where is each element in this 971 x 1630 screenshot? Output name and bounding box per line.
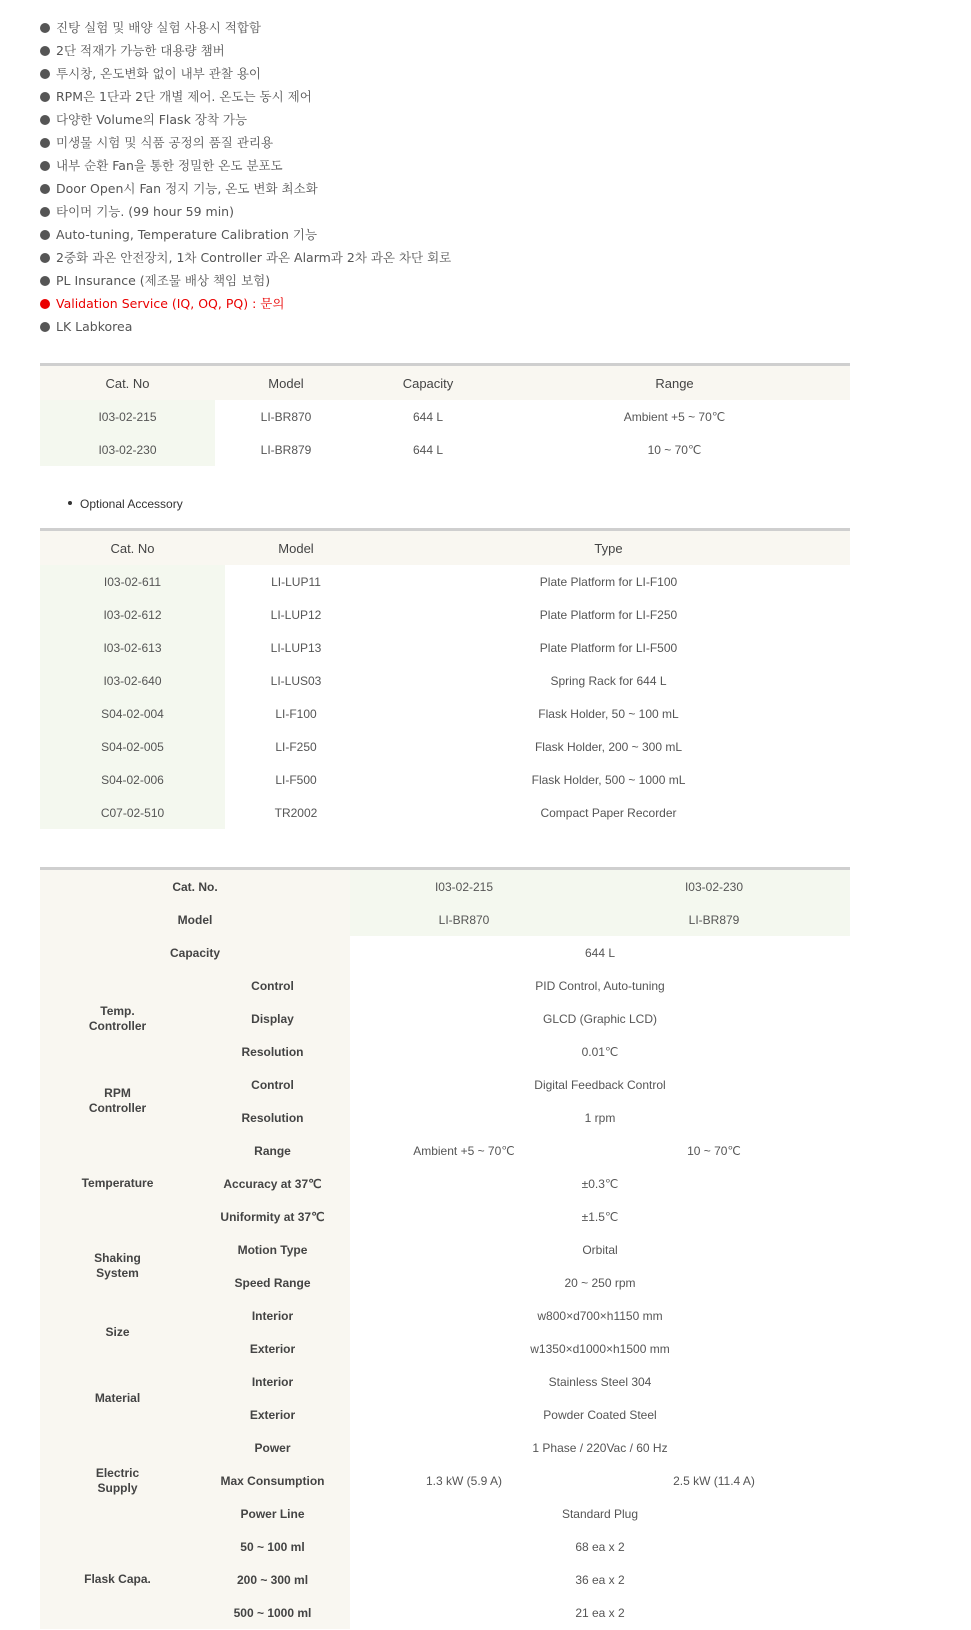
spec-label: Capacity bbox=[40, 936, 350, 969]
spec-label: Speed Range bbox=[195, 1266, 350, 1299]
table-header-row bbox=[40, 365, 850, 401]
cell-type: Plate Platform for LI-F100 bbox=[539, 574, 678, 589]
spec-value: ±1.5℃ bbox=[581, 1209, 619, 1224]
spec-row bbox=[40, 969, 850, 1002]
spec-value: 21 ea x 2 bbox=[575, 1605, 625, 1620]
spec-row-cat bbox=[40, 869, 850, 904]
spec-value: Digital Feedback Control bbox=[534, 1077, 666, 1092]
spec-value: Powder Coated Steel bbox=[543, 1407, 657, 1422]
feature-item: Door Open시 Fan 정지 기능, 온도 변화 최소화 bbox=[40, 177, 451, 200]
spec-value: Standard Plug bbox=[561, 1506, 639, 1521]
spec-value: I03-02-230 bbox=[578, 869, 850, 904]
feature-item: 미생물 시험 및 식품 공정의 품질 관리용 bbox=[40, 131, 451, 154]
cell-model: LI-BR870 bbox=[260, 409, 312, 424]
spec-label: Resolution bbox=[195, 1101, 350, 1134]
spec-value: Orbital bbox=[582, 1242, 618, 1257]
spec-value: LI-BR870 bbox=[350, 903, 578, 936]
spec-label: Exterior bbox=[195, 1398, 350, 1431]
table-row bbox=[40, 598, 850, 631]
spec-label: Control bbox=[195, 1068, 350, 1101]
feature-item-validation: Validation Service (IQ, OQ, PQ) : 문의 bbox=[40, 292, 451, 315]
bullet-icon bbox=[40, 23, 50, 33]
bullet-icon bbox=[40, 230, 50, 240]
feature-item: 진탕 실험 및 배양 실험 사용시 적합함 bbox=[40, 16, 451, 39]
feature-item: 2중화 과온 안전장치, 1차 Controller 과온 Alarm과 2차 과온 차단 회로 bbox=[40, 246, 451, 269]
bullet-icon bbox=[68, 501, 72, 505]
feature-list bbox=[40, 16, 451, 338]
spec-label: Resolution bbox=[195, 1035, 350, 1068]
bullet-icon bbox=[40, 69, 50, 79]
cell-cat-no: C07-02-510 bbox=[40, 796, 225, 829]
cell-type: Plate Platform for LI-F250 bbox=[539, 607, 678, 622]
spec-value: 0.01℃ bbox=[581, 1044, 619, 1059]
header-model: Model bbox=[225, 530, 367, 566]
table-header-row bbox=[40, 530, 850, 566]
feature-item: LK Labkorea bbox=[40, 315, 451, 338]
spec-row bbox=[40, 1233, 850, 1266]
spec-group-temp-controller: Temp. Controller bbox=[40, 969, 195, 1068]
cell-type: Spring Rack for 644 L bbox=[550, 673, 667, 688]
bullet-icon bbox=[40, 253, 50, 263]
cell-type: Plate Platform for LI-F500 bbox=[539, 640, 678, 655]
cell-model: LI-LUS03 bbox=[270, 673, 322, 688]
cell-cat-no: I03-02-613 bbox=[40, 631, 225, 664]
bullet-icon bbox=[40, 115, 50, 125]
spec-value: 36 ea x 2 bbox=[575, 1572, 625, 1587]
cell-cat-no: I03-02-230 bbox=[40, 433, 215, 466]
bullet-icon bbox=[40, 276, 50, 286]
cell-cat-no: S04-02-004 bbox=[40, 697, 225, 730]
spec-group-shaking-system: Shaking System bbox=[40, 1233, 195, 1299]
accessory-title: Optional Accessory bbox=[68, 497, 183, 511]
spec-label: 200 ~ 300 ml bbox=[195, 1563, 350, 1596]
table-row bbox=[40, 763, 850, 796]
spec-label: Display bbox=[195, 1002, 350, 1035]
spec-value: I03-02-215 bbox=[350, 869, 578, 904]
header-cat-no: Cat. No bbox=[40, 365, 215, 401]
table-row bbox=[40, 730, 850, 763]
cell-cat-no: I03-02-612 bbox=[40, 598, 225, 631]
spec-value: Ambient +5 ~ 70℃ bbox=[413, 1143, 515, 1158]
cell-model: LI-LUP11 bbox=[271, 574, 321, 589]
cell-range: Ambient +5 ~ 70℃ bbox=[623, 409, 726, 424]
cell-cat-no: I03-02-611 bbox=[40, 565, 225, 598]
header-capacity: Capacity bbox=[357, 365, 499, 401]
cell-model: LI-BR879 bbox=[260, 442, 312, 457]
cell-model: LI-LUP12 bbox=[270, 607, 322, 622]
cell-model: LI-F500 bbox=[275, 772, 317, 787]
spec-label: Cat. No. bbox=[40, 869, 350, 904]
cell-type: Flask Holder, 50 ~ 100 mL bbox=[538, 706, 679, 721]
spec-row bbox=[40, 1530, 850, 1563]
accessory-table bbox=[40, 528, 850, 829]
spec-value: w800×d700×h1150 mm bbox=[537, 1308, 663, 1323]
feature-item: PL Insurance (제조물 배상 책임 보험) bbox=[40, 269, 451, 292]
table-row bbox=[40, 433, 850, 466]
bullet-icon bbox=[40, 299, 50, 309]
spec-value: 1 rpm bbox=[584, 1110, 616, 1125]
spec-label: Power Line bbox=[195, 1497, 350, 1530]
spec-row bbox=[40, 1299, 850, 1332]
spec-label: Uniformity at 37℃ bbox=[195, 1200, 350, 1233]
header-model: Model bbox=[215, 365, 357, 401]
spec-value: ±0.3℃ bbox=[581, 1176, 619, 1191]
spec-label: Accuracy at 37℃ bbox=[195, 1167, 350, 1200]
cell-capacity: 644 L bbox=[412, 409, 444, 424]
spec-value: 68 ea x 2 bbox=[575, 1539, 625, 1554]
spec-label: Exterior bbox=[195, 1332, 350, 1365]
model-table bbox=[40, 363, 850, 466]
spec-value: 10 ~ 70℃ bbox=[687, 1143, 741, 1158]
cell-type: Flask Holder, 200 ~ 300 mL bbox=[534, 739, 683, 754]
header-cat-no: Cat. No bbox=[40, 530, 225, 566]
bullet-icon bbox=[40, 138, 50, 148]
cell-range: 10 ~ 70℃ bbox=[647, 442, 702, 457]
spec-label: Motion Type bbox=[195, 1233, 350, 1266]
spec-label: Model bbox=[40, 903, 350, 936]
spec-value: 2.5 kW (11.4 A) bbox=[673, 1473, 755, 1488]
spec-label: Control bbox=[195, 969, 350, 1002]
spec-group-electric-supply: Electric Supply bbox=[40, 1431, 195, 1530]
spec-value: Stainless Steel 304 bbox=[548, 1374, 652, 1389]
table-row bbox=[40, 697, 850, 730]
spec-label: 50 ~ 100 ml bbox=[195, 1530, 350, 1563]
bullet-icon bbox=[40, 184, 50, 194]
spec-group-temperature: Temperature bbox=[40, 1134, 195, 1233]
spec-group-flask-capa: Flask Capa. bbox=[40, 1530, 195, 1629]
table-row bbox=[40, 664, 850, 697]
cell-cat-no: S04-02-006 bbox=[40, 763, 225, 796]
cell-model: LI-F250 bbox=[275, 739, 317, 754]
spec-value: 1 Phase / 220Vac / 60 Hz bbox=[532, 1440, 668, 1455]
table-row bbox=[40, 631, 850, 664]
cell-model: LI-LUP13 bbox=[270, 640, 322, 655]
header-type: Type bbox=[367, 530, 850, 566]
spec-group-material: Material bbox=[40, 1365, 195, 1431]
spec-label: Interior bbox=[195, 1299, 350, 1332]
cell-cat-no: I03-02-215 bbox=[40, 400, 215, 433]
feature-item: 타이머 기능. (99 hour 59 min) bbox=[40, 200, 451, 223]
spec-value: 644 L bbox=[584, 945, 616, 960]
spec-group-rpm-controller: RPM Controller bbox=[40, 1068, 195, 1134]
cell-capacity: 644 L bbox=[412, 442, 444, 457]
spec-value: LI-BR879 bbox=[578, 903, 850, 936]
spec-value: 20 ~ 250 rpm bbox=[564, 1275, 636, 1290]
spec-row bbox=[40, 1431, 850, 1464]
spec-value: GLCD (Graphic LCD) bbox=[542, 1011, 658, 1026]
cell-cat-no: S04-02-005 bbox=[40, 730, 225, 763]
spec-table bbox=[40, 867, 850, 1629]
feature-item: Auto-tuning, Temperature Calibration 기능 bbox=[40, 223, 451, 246]
spec-row bbox=[40, 1134, 850, 1167]
spec-label: Power bbox=[195, 1431, 350, 1464]
spec-value: PID Control, Auto-tuning bbox=[535, 978, 665, 993]
feature-item: 내부 순환 Fan을 통한 정밀한 온도 분포도 bbox=[40, 154, 451, 177]
feature-item: 투시창, 온도변화 없이 내부 관찰 용이 bbox=[40, 62, 451, 85]
spec-row-model bbox=[40, 903, 850, 936]
table-row bbox=[40, 796, 850, 829]
feature-item: 다양한 Volume의 Flask 장착 가능 bbox=[40, 108, 451, 131]
cell-model: TR2002 bbox=[274, 805, 318, 820]
spec-label: 500 ~ 1000 ml bbox=[195, 1596, 350, 1629]
spec-label: Max Consumption bbox=[195, 1464, 350, 1497]
cell-cat-no: I03-02-640 bbox=[40, 664, 225, 697]
bullet-icon bbox=[40, 322, 50, 332]
spec-row bbox=[40, 1365, 850, 1398]
spec-value: 1.3 kW (5.9 A) bbox=[425, 1473, 503, 1488]
cell-model: LI-F100 bbox=[275, 706, 317, 721]
spec-row bbox=[40, 1068, 850, 1101]
bullet-icon bbox=[40, 92, 50, 102]
spec-label: Interior bbox=[195, 1365, 350, 1398]
feature-item: RPM은 1단과 2단 개별 제어. 온도는 동시 제어 bbox=[40, 85, 451, 108]
table-row bbox=[40, 400, 850, 433]
spec-group-size: Size bbox=[40, 1299, 195, 1365]
spec-value: w1350×d1000×h1500 mm bbox=[530, 1341, 670, 1356]
feature-item: 2단 적재가 가능한 대용량 챔버 bbox=[40, 39, 451, 62]
table-row bbox=[40, 565, 850, 598]
header-range: Range bbox=[499, 365, 850, 401]
bullet-icon bbox=[40, 207, 50, 217]
cell-type: Flask Holder, 500 ~ 1000 mL bbox=[531, 772, 686, 787]
spec-label: Range bbox=[195, 1134, 350, 1167]
bullet-icon bbox=[40, 161, 50, 171]
spec-row-capacity bbox=[40, 936, 850, 969]
bullet-icon bbox=[40, 46, 50, 56]
cell-type: Compact Paper Recorder bbox=[540, 805, 677, 820]
